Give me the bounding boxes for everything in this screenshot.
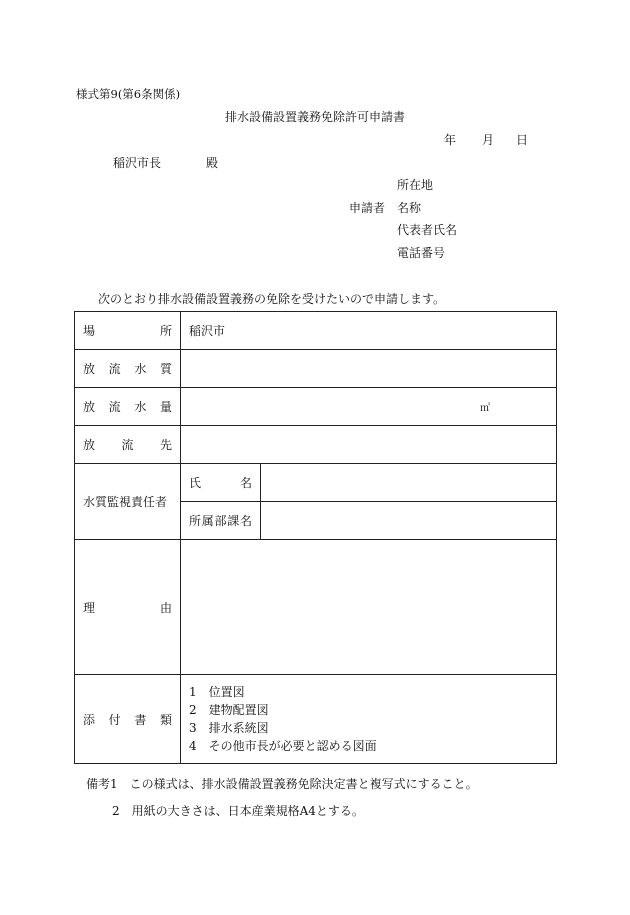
row-quantity xyxy=(75,388,557,426)
reason-value[interactable] xyxy=(181,540,557,675)
supervisor-dept-label xyxy=(181,502,261,540)
addressee-honorific: 殿 xyxy=(206,156,219,170)
quantity-value[interactable] xyxy=(181,388,557,426)
application-table xyxy=(74,311,557,764)
location-label-char: 所 xyxy=(159,324,172,338)
quality-label xyxy=(75,350,181,388)
row-reason xyxy=(75,540,557,675)
date-year-label: 年 xyxy=(444,133,457,147)
document-title: 排水設備設置義務免除許可申請書 xyxy=(224,110,405,124)
quality-label-char: 流 xyxy=(108,362,121,376)
attachments-label-char: 書 xyxy=(134,712,147,727)
quantity-label xyxy=(75,388,181,426)
applicant-address-label: 所在地 xyxy=(397,178,434,192)
addressee-name: 稲沢市長 xyxy=(113,156,162,170)
applicant-phone-label: 電話番号 xyxy=(397,246,446,260)
applicant-representative-label: 代表者氏名 xyxy=(397,223,458,237)
row-supervisor-name xyxy=(75,464,557,502)
destination-value[interactable] xyxy=(181,426,557,464)
row-destination xyxy=(75,426,557,464)
note-1: 備考1 この様式は、排水設備設置義務免除決定書と複写式にすること。 xyxy=(86,777,478,791)
note-2: 2 用紙の大きさは、日本産業規格A4とする。 xyxy=(112,804,364,818)
supervisor-name-label-char: 名 xyxy=(239,476,252,490)
supervisor-dept-label-char: 所 xyxy=(189,514,202,528)
location-label-char: 場 xyxy=(83,324,96,338)
quantity-label-char: 放 xyxy=(83,400,96,414)
quantity-label-char: 量 xyxy=(159,400,172,414)
destination-label-char: 流 xyxy=(121,438,134,452)
attachment-item: 1 位置図 xyxy=(189,685,245,699)
quality-label-char: 水 xyxy=(134,362,147,376)
supervisor-dept-label-char: 部 xyxy=(214,514,227,528)
supervisor-label: 水質監視責任者 xyxy=(75,464,181,540)
date-month-label: 月 xyxy=(482,133,495,147)
date-day-label: 日 xyxy=(516,133,529,147)
quality-label-char: 放 xyxy=(83,362,96,376)
intro-text: 次のとおり排水設備設置義務の免除を受けたいので申請します。 xyxy=(98,292,446,306)
quantity-label-char: 水 xyxy=(134,400,147,414)
reason-label-char: 理 xyxy=(83,600,96,615)
reason-label-char: 由 xyxy=(159,600,172,615)
destination-label-char: 放 xyxy=(83,438,96,452)
applicant-label: 申請者 xyxy=(349,201,386,215)
attachments-label-char: 付 xyxy=(108,712,121,727)
location-value[interactable]: 稲沢市 xyxy=(181,312,557,350)
quality-value[interactable] xyxy=(181,350,557,388)
quality-label-char: 質 xyxy=(159,362,172,376)
applicant-name-label: 名称 xyxy=(397,201,422,215)
supervisor-dept-label-char: 名 xyxy=(239,514,252,528)
attachments-label-char: 類 xyxy=(159,712,172,727)
supervisor-dept-label-char: 属 xyxy=(201,514,214,528)
supervisor-name-value[interactable] xyxy=(261,464,557,502)
supervisor-name-label-char: 氏 xyxy=(189,476,202,490)
location-label xyxy=(75,312,181,350)
attachments-label xyxy=(75,675,181,764)
row-quality xyxy=(75,350,557,388)
attachment-item: 3 排水系統図 xyxy=(189,721,269,735)
attachment-item: 2 建物配置図 xyxy=(189,703,269,717)
quantity-unit: ㎥ xyxy=(480,403,490,414)
reason-label xyxy=(75,540,181,675)
destination-label-char: 先 xyxy=(159,438,172,452)
destination-label xyxy=(75,426,181,464)
attachments-label-char: 添 xyxy=(83,712,96,727)
supervisor-dept-label-char: 課 xyxy=(227,514,240,528)
row-attachments xyxy=(75,675,557,764)
quantity-label-char: 流 xyxy=(108,400,121,414)
attachment-item: 4 その他市長が必要と認める図面 xyxy=(189,739,377,753)
supervisor-name-label xyxy=(181,464,261,502)
supervisor-dept-value[interactable] xyxy=(261,502,557,540)
attachments-list xyxy=(181,675,557,764)
form-number: 様式第9(第6条関係) xyxy=(76,87,181,101)
row-location xyxy=(75,312,557,350)
